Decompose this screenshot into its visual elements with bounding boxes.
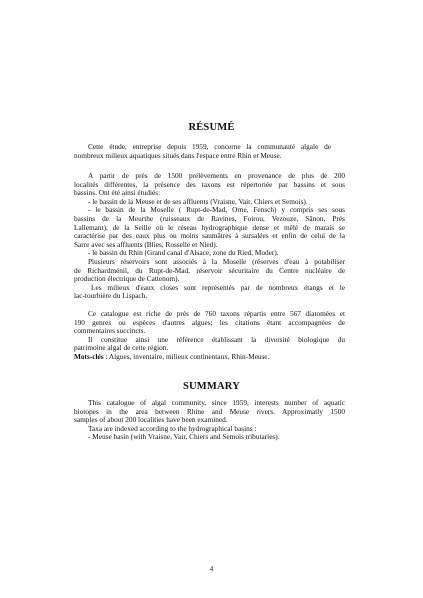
resume-p2-line-12: de Richardménil, du Rupt-de-Mad, réservoir sécuritaire du Centre nucléaire de xyxy=(74,265,345,275)
resume-p2-line-9: Sarre avec ses affluents (Blies, Rosselle et Nied). xyxy=(74,239,218,249)
resume-p2-line-4: - le bassin de la Meuse et de ses affluents (Vraisne, Vair, Chiers et Semois). xyxy=(88,196,308,206)
resume-p2-line-15: lac-tourbière du Lispach. xyxy=(74,291,148,301)
resume-p2-line-7: Lallemant), de la Seille où le réseau hydrographique dense et mêlé de marais se xyxy=(74,222,345,232)
resume-p2-line-2: localités différentes, la présence des taxons est répertoriée par bassins et sous xyxy=(74,179,345,189)
resume-p1-line-1: Cette étude, entreprise depuis 1959, concerne la communauté algale de xyxy=(88,142,331,151)
resume-p2-line-8: caractérise par des eaux plus ou moins saumâtres à sursalées et enfin de celui de la xyxy=(74,231,345,241)
resume-p3-line-2: 190 genres ou espèces d'autres algues; les citations étant accompagnées de xyxy=(74,317,345,327)
summary-heading: SUMMARY xyxy=(182,381,241,392)
resume-p3-line-1: Ce catalogue est riche de près de 760 taxons répartis entre 567 diatomées et xyxy=(88,309,345,318)
summary-p1-line-1: This catalogue of algal community, since 1959, interests number of aquatic xyxy=(88,398,345,407)
resume-p1-line-2: nombreux milieux aquatiques situés dans l'espace entre Rhin et Meuse. xyxy=(74,150,282,160)
resume-p3-line-3: commentaires succincts. xyxy=(74,326,146,336)
resume-p3-line-5: patrimoine algal de cette région. xyxy=(74,343,169,353)
summary-p1-line-4: Taxa are indexed according to the hydrographical basins : xyxy=(88,423,257,433)
keywords-text: : Algues, inventaire, milieux continentaux, Rhin-Meuse. xyxy=(103,352,270,361)
resume-p2-line-3: bassins. Ont été ainsi étudiés: xyxy=(74,188,161,198)
resume-p2-line-6: bassins de la Meurthe (ruisseaux de Ravines, Foirou, Vezouze, Sânon, Prés xyxy=(74,214,345,223)
summary-p1-line-3: samples of about 200 localities have been examined. xyxy=(74,415,228,425)
page-number: 4 xyxy=(209,565,214,573)
keywords-line xyxy=(74,353,269,362)
resume-heading: RÉSUMÉ xyxy=(188,122,235,133)
resume-p2-line-1: A partir de près de 1500 prélèvements en provenance de plus de 200 xyxy=(88,171,345,180)
resume-p2-line-11: Plusieurs réservoirs sont associés à la Moselle (réserves d'eau à potabiliser xyxy=(88,257,345,266)
resume-p2-line-5: - le bassin de la Moselle ( Rupt-de-Mad, Orne, Fensch) y compris ses sous xyxy=(88,205,345,215)
keywords-label: Mots-clés xyxy=(74,352,104,361)
resume-p2-line-14: Les milieux d'eaux closes sont représentés par de nombreux étangs et le xyxy=(91,282,345,292)
resume-p2-line-10: - le bassin du Rhin (Grand canal d'Alsace, zone du Ried, Moder). xyxy=(88,248,279,258)
resume-p3-line-4: Il constitue ainsi une référence établissant la diversité biologique du xyxy=(88,334,345,344)
summary-p1-line-2: biotopes in the area between Rhine and Meuse rivers. Approximatly 1500 xyxy=(74,406,345,416)
resume-p2-line-13: production électrique de Cattenom). xyxy=(74,274,180,284)
summary-p1-line-5: - Meuse basin (with Vraisne, Vair, Chiers and Semois tributaries). xyxy=(88,432,280,442)
